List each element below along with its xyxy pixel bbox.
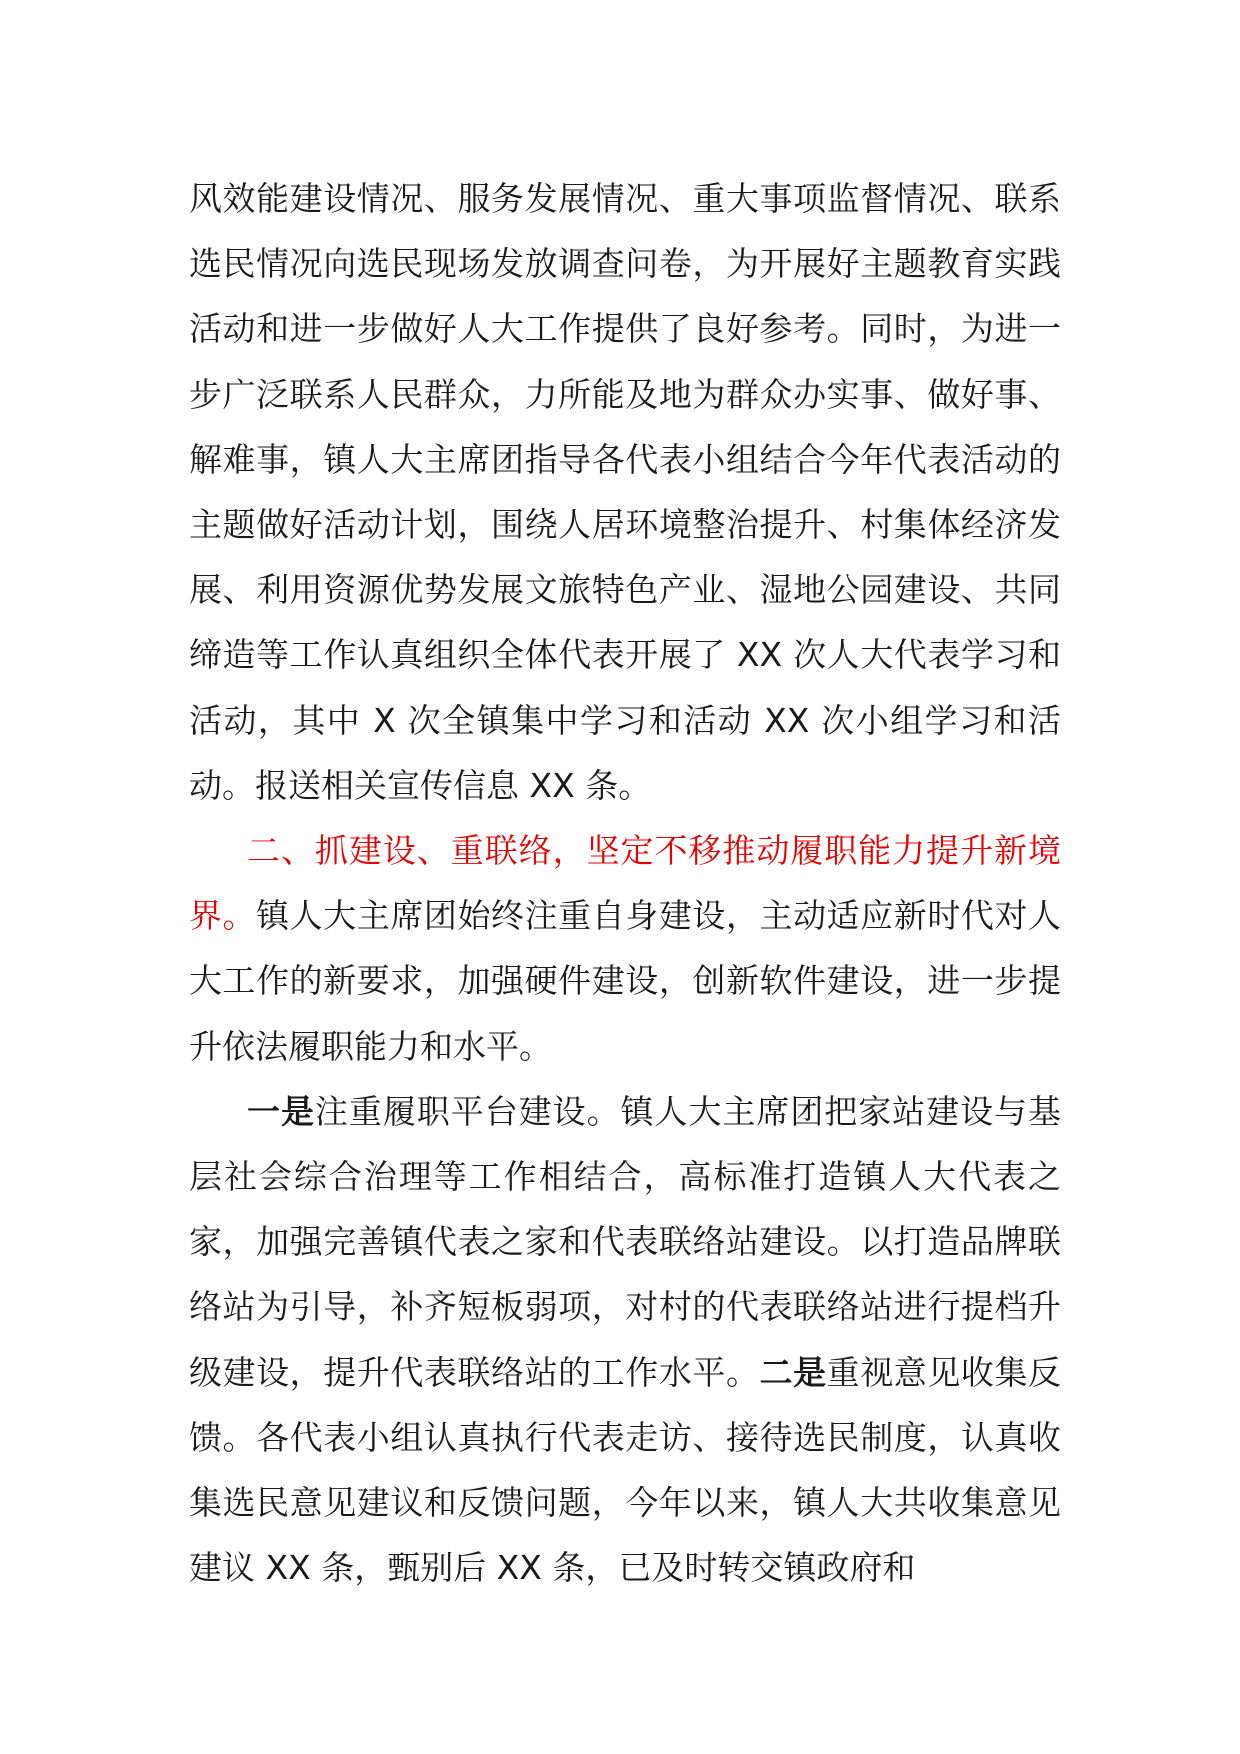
paragraph-section-2 xyxy=(189,818,1061,1079)
item-text-second: 重视意见收集反馈。各代表小组认真执行代表走访、接待选民制度，认真收集选民意见建议和反馈问题，今年以来，镇人大共收集意见建议 XX 条，甄别后 XX 条，已及时转交镇政府和 xyxy=(189,1352,1062,1588)
item-text-first: 注重履职平台建设。镇人大主席团把家站建设与基层社会综合治理等工作相结合，高标准打造镇人大代表之家，加强完善镇代表之家和代表联络站建设。以打造品牌联络站为引导，补齐短板弱项，对村的代表联络站进行提档升级建设，提升代表联络站的工作水平。 xyxy=(189,1091,1062,1392)
item-label-first: 一是 xyxy=(247,1091,315,1131)
paragraph-items xyxy=(189,1079,1061,1601)
paragraph-text: 镇人大主席团始终注重自身建设，主动适应新时代对人大工作的新要求，加强硬件建设，创新软件建设，进一步提升依法履职能力和水平。 xyxy=(189,896,1062,1066)
paragraph-text: 风效能建设情况、服务发展情况、重大事项监督情况、联系选民情况向选民现场发放调查问卷，为开展好主题教育实践活动和进一步做好人大工作提供了良好参考。同时，为进一步广泛联系人民群众，力所能及地为群众办实事、做好事、解难事，镇人大主席团指导各代表小组结合今年代表活动的主题做好活动计划，围绕人居环境整治提升、村集体经济发展、利用资源优势发展文旅特色产业、湿地公园建设、共同缔造等工作认真组织全体代表开展了 XX 次人大代表学习和活动，其中 X 次全镇集中学习和活动 XX 次小组学习和活动。报送相关宣传信息 XX 条。 xyxy=(189,179,1061,805)
document-body xyxy=(189,166,1061,1600)
paragraph-survey-activities xyxy=(189,166,1061,818)
section-heading: 二、抓建设、重联络，坚定不移推动履职能力提升新境界。 xyxy=(189,831,1061,936)
item-label-second: 二是 xyxy=(759,1352,827,1392)
